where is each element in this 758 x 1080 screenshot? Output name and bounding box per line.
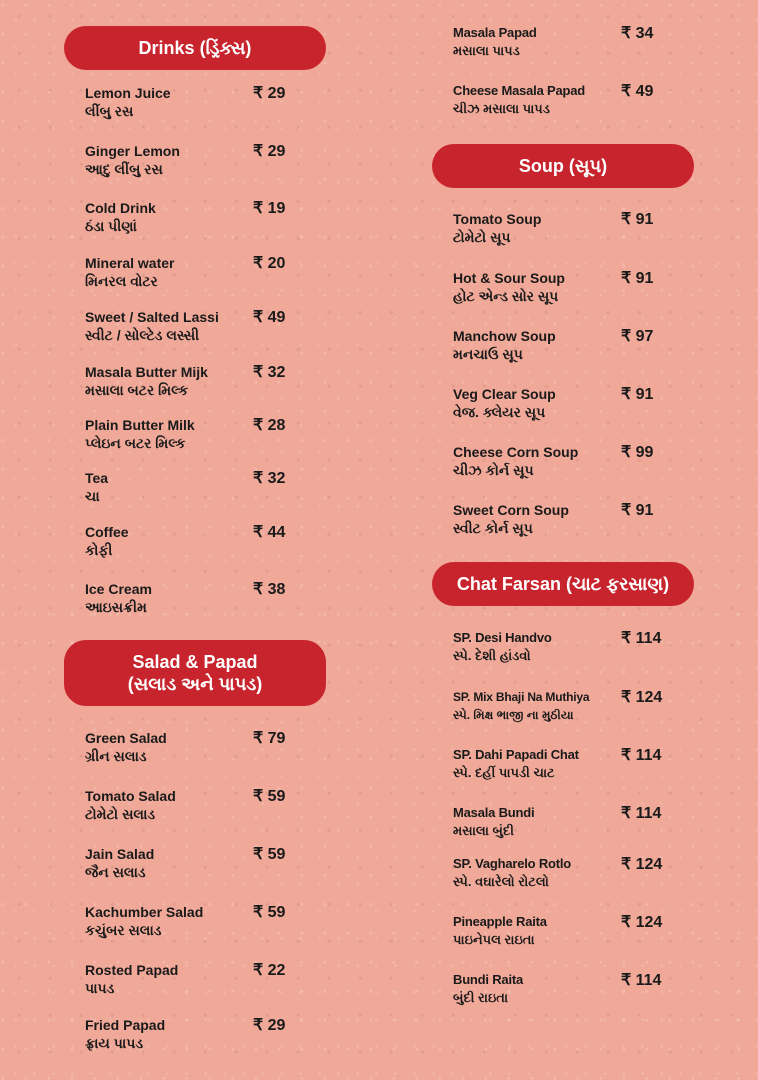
item-name-gu: કચુંબર સલાડ <box>85 922 162 938</box>
item-name-en: Jain Salad <box>85 846 155 862</box>
menu-item <box>85 416 326 456</box>
menu-item <box>453 269 694 309</box>
menu-item <box>453 855 694 895</box>
item-name-en: Masala Bundi <box>453 805 535 820</box>
item-name-en: Ginger Lemon <box>85 143 180 159</box>
salad-section-header <box>64 640 326 706</box>
item-name-gu: સ્પે. દેશી હાંડવો <box>453 648 531 663</box>
menu-item <box>453 804 694 844</box>
item-name-gu: સ્પે. વઘારેલો રોટલો <box>453 874 549 889</box>
item-price: ₹ 114 <box>621 805 662 822</box>
item-price: ₹ 44 <box>253 524 286 541</box>
menu-item <box>85 308 326 348</box>
item-name-en: Hot & Sour Soup <box>453 270 565 286</box>
menu-item <box>453 443 694 483</box>
menu-item <box>453 688 694 728</box>
item-price: ₹ 28 <box>253 417 286 434</box>
item-price: ₹ 124 <box>621 856 663 873</box>
item-name-en: Sweet / Salted Lassi <box>85 309 219 325</box>
item-name-gu: મસાલા પાપડ <box>453 43 520 58</box>
item-name-en: Cheese Corn Soup <box>453 444 579 460</box>
item-price: ₹ 20 <box>253 255 286 272</box>
menu-item <box>85 1016 326 1056</box>
item-name-gu: જૈન સલાડ <box>85 864 146 880</box>
item-price: ₹ 59 <box>253 788 286 805</box>
item-price: ₹ 22 <box>253 962 286 979</box>
item-name-gu: ફ્રાય પાપડ <box>85 1035 144 1051</box>
item-price: ₹ 99 <box>621 444 654 461</box>
item-name-gu: આદુ લીંબુ રસ <box>85 161 163 177</box>
item-name-gu: કોફી <box>85 542 113 558</box>
item-name-en: Lemon Juice <box>85 85 171 101</box>
item-name-en: Fried Papad <box>85 1017 166 1033</box>
item-name-en: Pineapple Raita <box>453 914 547 929</box>
menu-item <box>85 580 326 620</box>
item-name-gu: બુંદી રાઇતા <box>453 990 509 1005</box>
item-name-en: SP. Dahi Papadi Chat <box>453 747 579 762</box>
item-name-gu: સ્પે. મિક્ષ ભાજી ના મુઠીયા <box>453 708 574 722</box>
item-price: ₹ 29 <box>253 85 286 102</box>
menu-item <box>453 385 694 425</box>
item-price: ₹ 49 <box>621 83 654 100</box>
item-name-en: Mineral water <box>85 255 175 271</box>
item-name-gu: મસાલા બટર મિલ્ક <box>85 382 189 398</box>
item-name-gu: પ્લેઇન બટર મિલ્ક <box>85 435 186 451</box>
item-price: ₹ 29 <box>253 1017 286 1034</box>
item-price: ₹ 79 <box>253 730 286 747</box>
drinks-title: Drinks (ડ્રિંક્સ) <box>138 38 252 58</box>
salad-title-line1: Salad & Papad <box>132 652 258 672</box>
item-name-en: Plain Butter Milk <box>85 417 195 433</box>
item-name-gu: પાપડ <box>85 980 115 996</box>
item-price: ₹ 29 <box>253 143 286 160</box>
item-name-en: Manchow Soup <box>453 328 556 344</box>
item-name-en: Veg Clear Soup <box>453 386 556 402</box>
item-name-en: Masala Papad <box>453 25 537 40</box>
menu-item <box>453 746 694 786</box>
item-name-en: Coffee <box>85 524 129 540</box>
menu-item <box>453 501 694 541</box>
item-name-gu: ચા <box>85 488 100 504</box>
item-name-gu: વેજ. ક્લેયર સૂપ <box>453 404 546 420</box>
item-name-en: Tea <box>85 470 109 486</box>
item-name-gu: સ્પે. દહીં પાપડી ચાટ <box>453 765 555 780</box>
item-price: ₹ 34 <box>621 25 654 42</box>
item-name-gu: આઇસક્રીમ <box>85 599 147 615</box>
item-price: ₹ 114 <box>621 972 662 989</box>
item-name-gu: મનચાઉ સૂપ <box>453 346 523 362</box>
item-name-gu: ઠંડા પીણાં <box>85 218 137 234</box>
item-name-gu: સ્વીટ / સોલ્ટેડ લસ્સી <box>85 327 200 343</box>
menu-item <box>453 210 694 250</box>
item-name-gu: ચીઝ કોર્ન સૂપ <box>453 462 534 478</box>
chat-farsan-section-header <box>432 562 694 606</box>
item-name-en: Tomato Soup <box>453 211 542 227</box>
menu-item <box>453 971 694 1011</box>
item-name-gu: મિનરલ વોટર <box>85 273 158 289</box>
item-price: ₹ 91 <box>621 270 654 287</box>
item-price: ₹ 19 <box>253 200 286 217</box>
menu-item <box>453 24 694 64</box>
menu-item <box>453 82 694 122</box>
item-name-en: SP. Desi Handvo <box>453 630 552 645</box>
item-name-gu: ટોમેટો સૂપ <box>453 229 511 245</box>
item-price: ₹ 91 <box>621 502 654 519</box>
item-name-gu: પાઇનેપલ રાઇતા <box>453 932 535 947</box>
item-name-gu: ટોમેટો સલાડ <box>85 806 156 822</box>
soup-section-header <box>432 144 694 188</box>
item-price: ₹ 91 <box>621 386 654 403</box>
item-name-en: SP. Vagharelo Rotlo <box>453 856 572 871</box>
item-price: ₹ 49 <box>253 309 286 326</box>
item-name-en: Kachumber Salad <box>85 904 204 920</box>
menu-item <box>453 629 694 669</box>
item-name-gu: મસાલા બુંદી <box>453 823 514 838</box>
item-name-en: Tomato Salad <box>85 788 176 804</box>
item-name-en: Rosted Papad <box>85 962 179 978</box>
chat-farsan-title: Chat Farsan (ચાટ ફરસાણ) <box>456 574 670 594</box>
menu-item <box>85 363 326 403</box>
item-name-en: Masala Butter Mijk <box>85 364 208 380</box>
drinks-section-header <box>64 26 326 70</box>
item-name-en: SP. Mix Bhaji Na Muthiya <box>453 690 590 704</box>
menu-item <box>85 199 326 239</box>
menu-item <box>85 729 326 769</box>
menu-item <box>85 845 326 885</box>
item-price: ₹ 59 <box>253 904 286 921</box>
item-price: ₹ 124 <box>621 914 663 931</box>
item-name-en: Sweet Corn Soup <box>453 502 569 518</box>
menu-item <box>453 327 694 367</box>
item-price: ₹ 59 <box>253 846 286 863</box>
salad-title-line2: (સલાડ અને પાપડ) <box>127 674 263 694</box>
item-name-gu: લીંબુ રસ <box>85 103 134 119</box>
item-price: ₹ 32 <box>253 470 286 487</box>
menu-item <box>85 903 326 943</box>
menu-item <box>85 254 326 294</box>
item-name-gu: ચીઝ મસાલા પાપડ <box>453 101 550 116</box>
item-price: ₹ 38 <box>253 581 286 598</box>
menu-item <box>85 787 326 827</box>
item-name-en: Green Salad <box>85 730 167 746</box>
item-name-gu: સ્વીટ કોર્ન સૂપ <box>453 520 533 536</box>
menu-item <box>85 523 326 563</box>
item-name-en: Bundi Raita <box>453 972 524 987</box>
item-price: ₹ 97 <box>621 328 654 345</box>
item-name-en: Cheese Masala Papad <box>453 83 586 98</box>
menu-item <box>85 961 326 1001</box>
menu-item <box>85 469 326 509</box>
item-price: ₹ 32 <box>253 364 286 381</box>
item-price: ₹ 114 <box>621 630 662 647</box>
item-name-gu: ગ્રીન સલાડ <box>85 748 147 764</box>
item-name-en: Ice Cream <box>85 581 152 597</box>
soup-title: Soup (સૂપ) <box>518 156 608 176</box>
item-price: ₹ 91 <box>621 211 654 228</box>
menu-item <box>85 84 326 124</box>
item-price: ₹ 114 <box>621 747 662 764</box>
item-price: ₹ 124 <box>621 689 663 706</box>
menu-item <box>85 142 326 182</box>
item-name-en: Cold Drink <box>85 200 156 216</box>
menu-item <box>453 913 694 953</box>
item-name-gu: હોટ એન્ડ સોર સૂપ <box>453 288 559 304</box>
